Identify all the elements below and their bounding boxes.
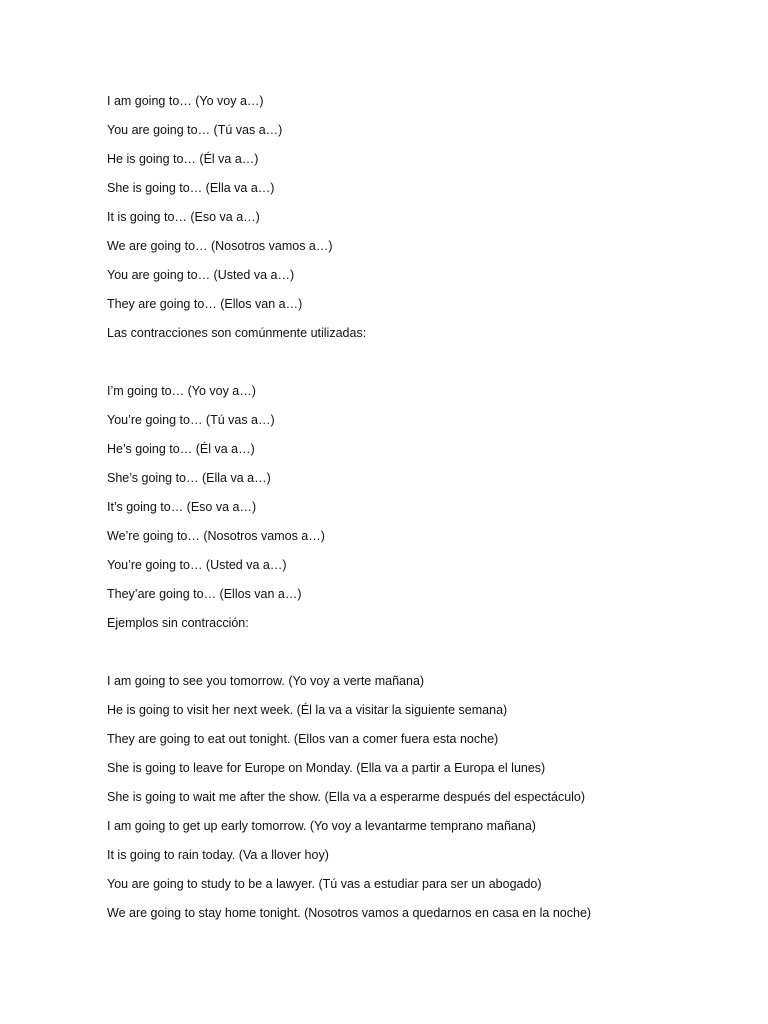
section-heading: Las contracciones son comúnmente utilizadas: (107, 326, 367, 340)
blank-line (107, 641, 747, 670)
example-line: You are going to study to be a lawyer. (Tú vas a estudiar para ser un abogado) (107, 877, 542, 891)
example-line: I am going to get up early tomorrow. (Yo voy a levantarme temprano mañana) (107, 819, 536, 833)
example-line: I am going to see you tomorrow. (Yo voy a verte mañana) (107, 674, 425, 688)
text-line: We are going to… (Nosotros vamos a…) (107, 239, 333, 253)
blank-line (107, 351, 747, 380)
section-heading: Ejemplos sin contracción: (107, 616, 249, 630)
text-line: She is going to… (Ella va a…) (107, 181, 275, 195)
example-line: She is going to wait me after the show. (Ella va a esperarme después del espectáculo) (107, 790, 586, 804)
text-line: You are going to… (Tú vas a…) (107, 123, 283, 137)
document-page (107, 90, 747, 931)
text-line: It’s going to… (Eso va a…) (107, 500, 257, 514)
example-line: We are going to stay home tonight. (Nosotros vamos a quedarnos en casa en la noche) (107, 906, 592, 920)
text-line: I am going to… (Yo voy a…) (107, 94, 264, 108)
text-line: You’re going to… (Tú vas a…) (107, 413, 275, 427)
text-line: They’are going to… (Ellos van a…) (107, 587, 302, 601)
example-line: She is going to leave for Europe on Monday. (Ella va a partir a Europa el lunes) (107, 761, 546, 775)
text-line: I’m going to… (Yo voy a…) (107, 384, 256, 398)
example-line: He is going to visit her next week. (Él la va a visitar la siguiente semana) (107, 703, 508, 717)
text-line: They are going to… (Ellos van a…) (107, 297, 303, 311)
text-line: She’s going to… (Ella va a…) (107, 471, 271, 485)
text-line: He’s going to… (Él va a…) (107, 442, 255, 456)
text-line: He is going to… (Él va a…) (107, 152, 259, 166)
example-line: It is going to rain today. (Va a llover hoy) (107, 848, 329, 862)
text-line: It is going to… (Eso va a…) (107, 210, 260, 224)
text-line: We’re going to… (Nosotros vamos a…) (107, 529, 325, 543)
text-line: You are going to… (Usted va a…) (107, 268, 295, 282)
example-line: They are going to eat out tonight. (Ellos van a comer fuera esta noche) (107, 732, 499, 746)
text-line: You’re going to… (Usted va a…) (107, 558, 287, 572)
